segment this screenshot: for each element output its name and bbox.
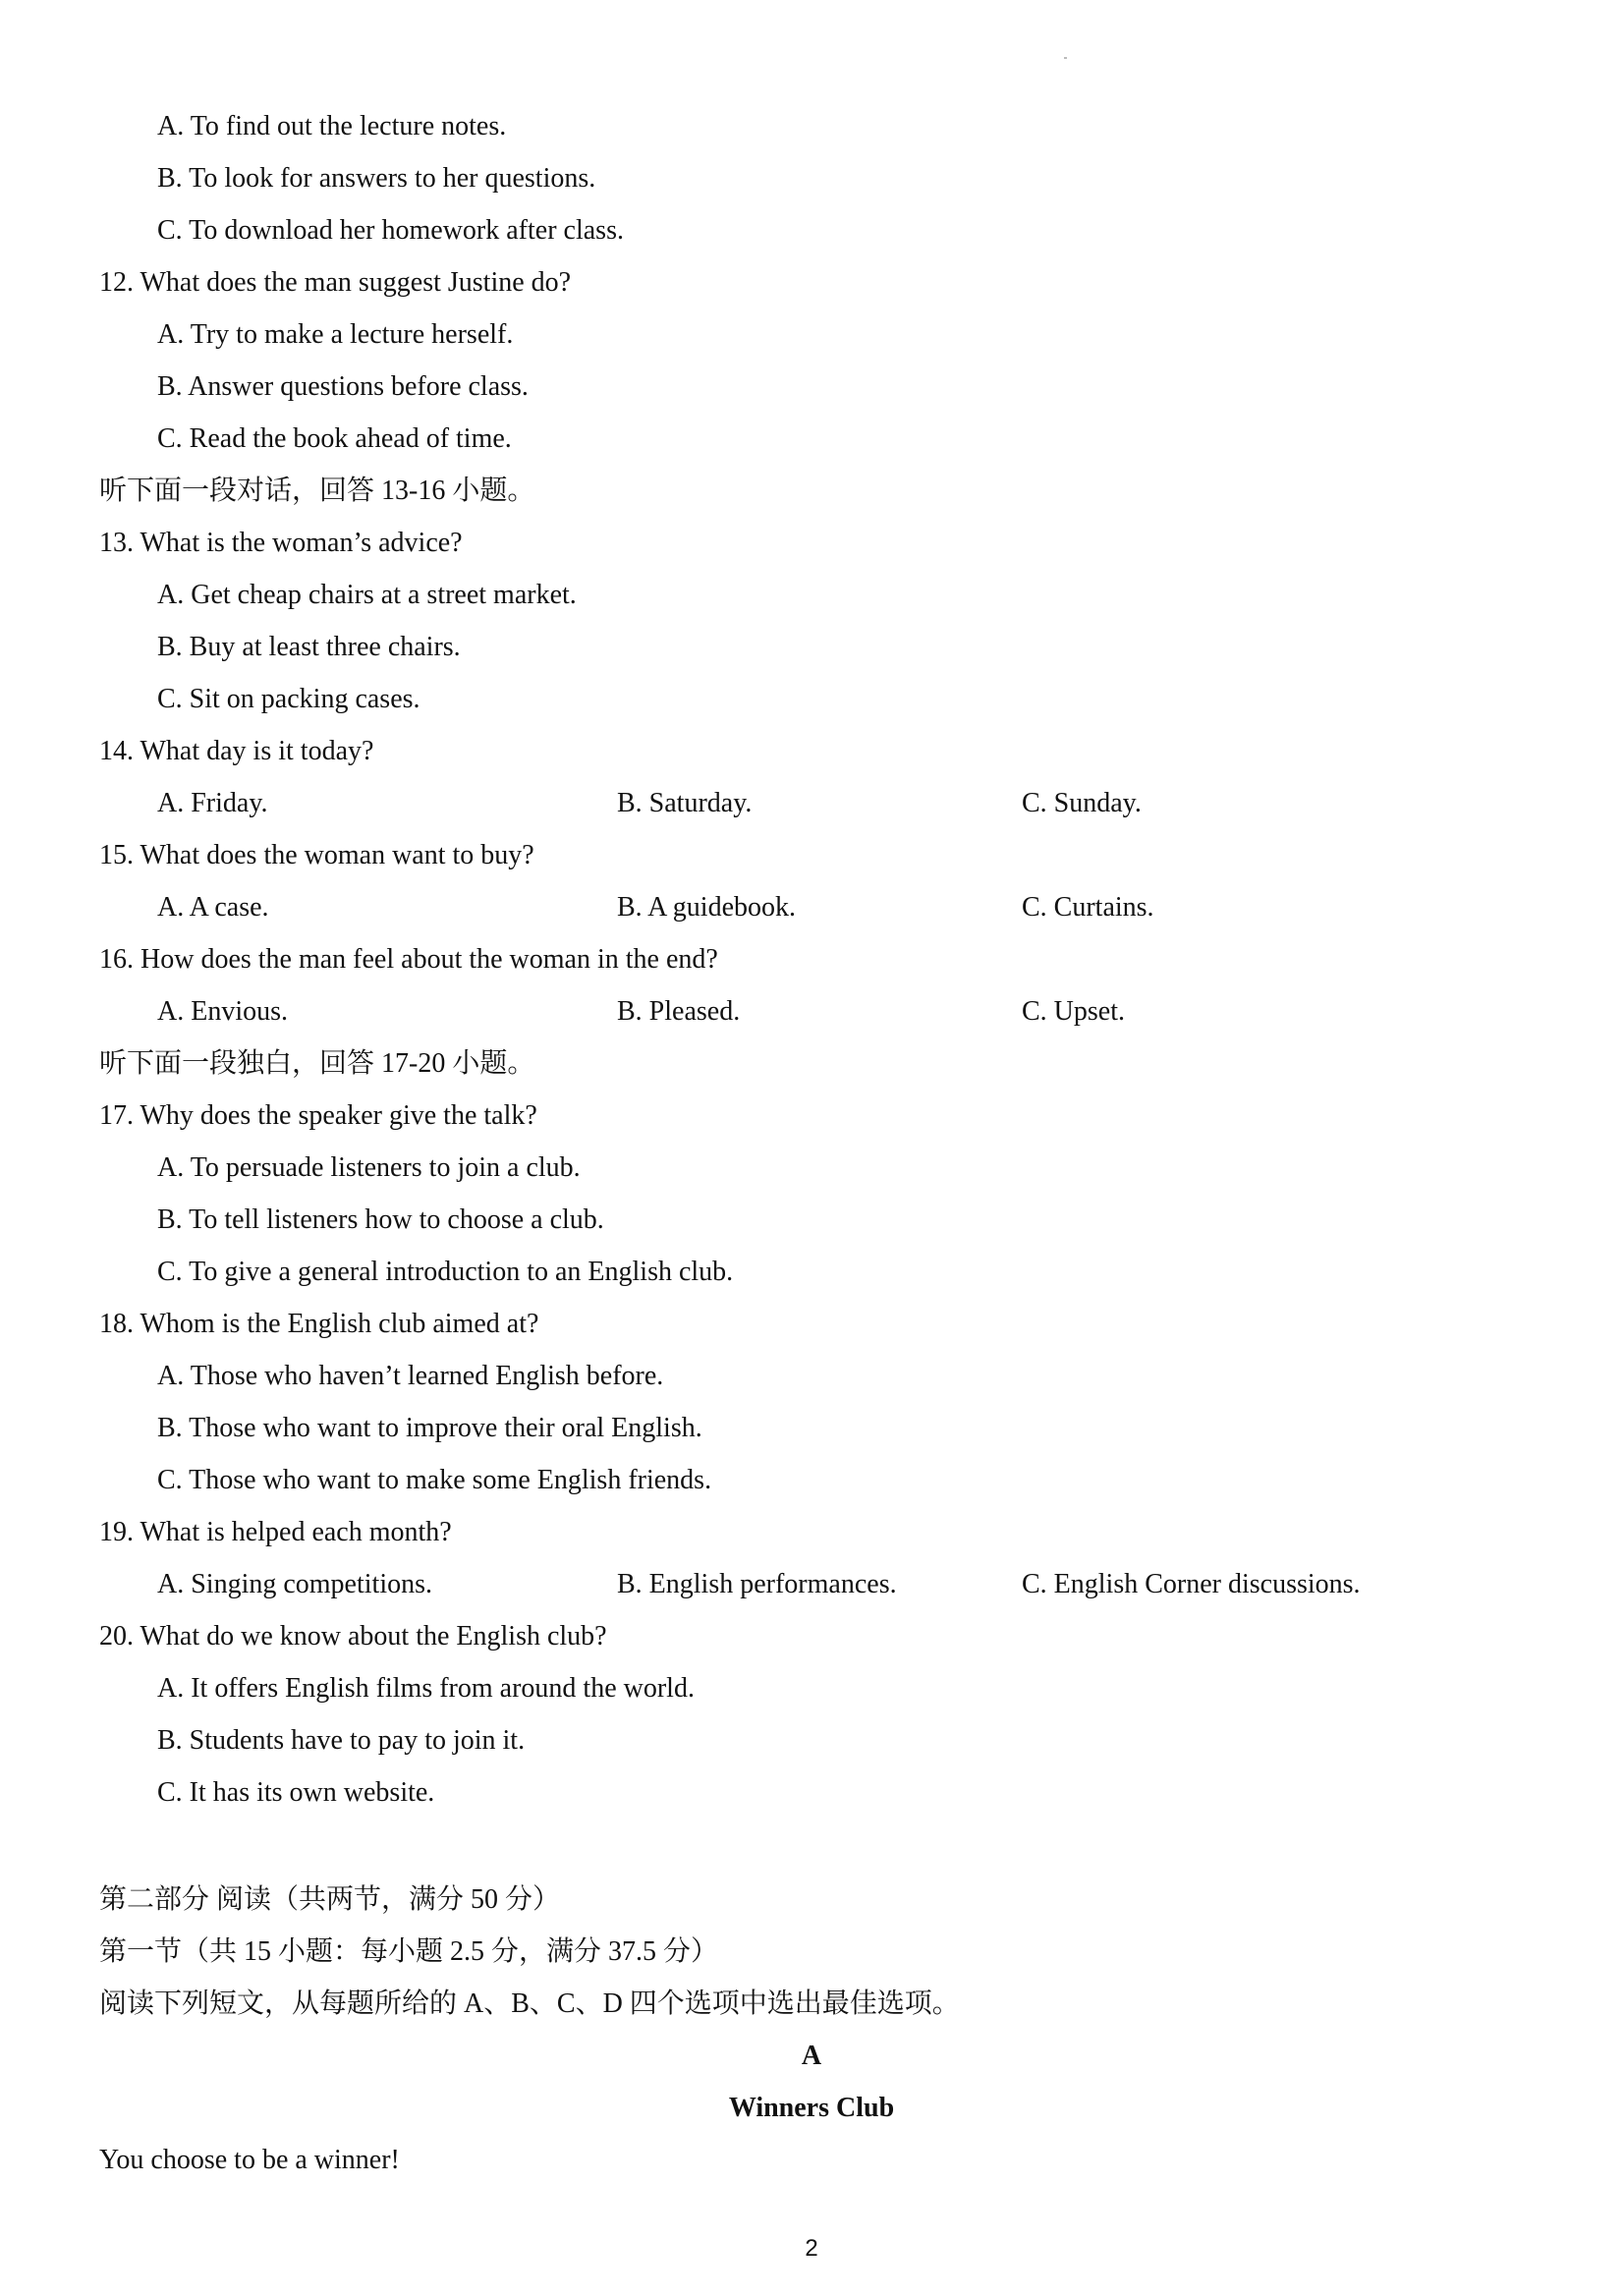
option-20b: B. Students have to pay to join it. <box>157 1725 526 1756</box>
option-17a: A. To persuade listeners to join a club. <box>157 1152 581 1183</box>
options-row-15 <box>0 881 1623 933</box>
options-row-14 <box>0 777 1623 829</box>
option-18b: B. Those who want to improve their oral English. <box>157 1413 702 1443</box>
reading-instruction: 阅读下列短文，从每题所给的 A、B、C、D 四个选项中选出最佳选项。 <box>99 1988 960 2019</box>
question-19: 19. What is helped each month? <box>99 1517 452 1547</box>
option-11c: C. To download her homework after class. <box>157 215 624 246</box>
option-14b: B. Saturday. <box>617 788 753 818</box>
option-12c: C. Read the book ahead of time. <box>157 423 512 454</box>
option-13b: B. Buy at least three chairs. <box>157 632 461 662</box>
option-16a: A. Envious. <box>157 996 288 1027</box>
options-row-19 <box>0 1558 1623 1610</box>
option-13c: C. Sit on packing cases. <box>157 684 420 714</box>
option-11a: A. To find out the lecture notes. <box>157 111 507 141</box>
option-14c: C. Sunday. <box>1022 788 1142 818</box>
option-14a: A. Friday. <box>157 788 268 818</box>
question-20: 20. What do we know about the English club? <box>99 1621 607 1652</box>
question-16: 16. How does the man feel about the woman in the end? <box>99 944 718 975</box>
option-15b: B. A guidebook. <box>617 892 797 923</box>
part-two-heading: 第二部分 阅读（共两节，满分 50 分） <box>99 1884 561 1915</box>
question-18: 18. Whom is the English club aimed at? <box>99 1309 539 1339</box>
option-20a: A. It offers English films from around the world. <box>157 1673 695 1704</box>
option-17b: B. To tell listeners how to choose a club. <box>157 1204 604 1235</box>
option-18c: C. Those who want to make some English friends. <box>157 1465 712 1495</box>
option-20c: C. It has its own website. <box>157 1777 435 1808</box>
passage-title: Winners Club <box>728 2093 895 2123</box>
question-15: 15. What does the woman want to buy? <box>99 840 534 870</box>
page-number: 2 <box>805 2235 818 2262</box>
question-12: 12. What does the man suggest Justine do? <box>99 267 572 298</box>
option-12b: B. Answer questions before class. <box>157 371 529 402</box>
option-13a: A. Get cheap chairs at a street market. <box>157 580 577 610</box>
option-12a: A. Try to make a lecture herself. <box>157 319 514 350</box>
option-15c: C. Curtains. <box>1022 892 1154 923</box>
instruction-13-16: 听下面一段对话，回答 13-16 小题。 <box>99 476 535 506</box>
option-19b: B. English performances. <box>617 1569 897 1599</box>
section-one-heading: 第一节（共 15 小题：每小题 2.5 分，满分 37.5 分） <box>99 1936 719 1967</box>
scan-mark <box>1064 57 1067 59</box>
options-row-16 <box>0 985 1623 1037</box>
passage-label: A <box>801 2041 822 2071</box>
option-18a: A. Those who haven’t learned English before. <box>157 1361 664 1391</box>
option-16b: B. Pleased. <box>617 996 741 1027</box>
option-17c: C. To give a general introduction to an English club. <box>157 1257 734 1287</box>
option-19c: C. English Corner discussions. <box>1022 1569 1361 1599</box>
question-17: 17. Why does the speaker give the talk? <box>99 1100 537 1131</box>
option-16c: C. Upset. <box>1022 996 1125 1027</box>
question-13: 13. What is the woman’s advice? <box>99 528 463 558</box>
option-15a: A. A case. <box>157 892 269 923</box>
option-19a: A. Singing competitions. <box>157 1569 432 1599</box>
question-14: 14. What day is it today? <box>99 736 374 766</box>
passage-body: You choose to be a winner! <box>99 2145 400 2175</box>
option-11b: B. To look for answers to her questions. <box>157 163 596 194</box>
instruction-17-20: 听下面一段独白，回答 17-20 小题。 <box>99 1048 535 1079</box>
